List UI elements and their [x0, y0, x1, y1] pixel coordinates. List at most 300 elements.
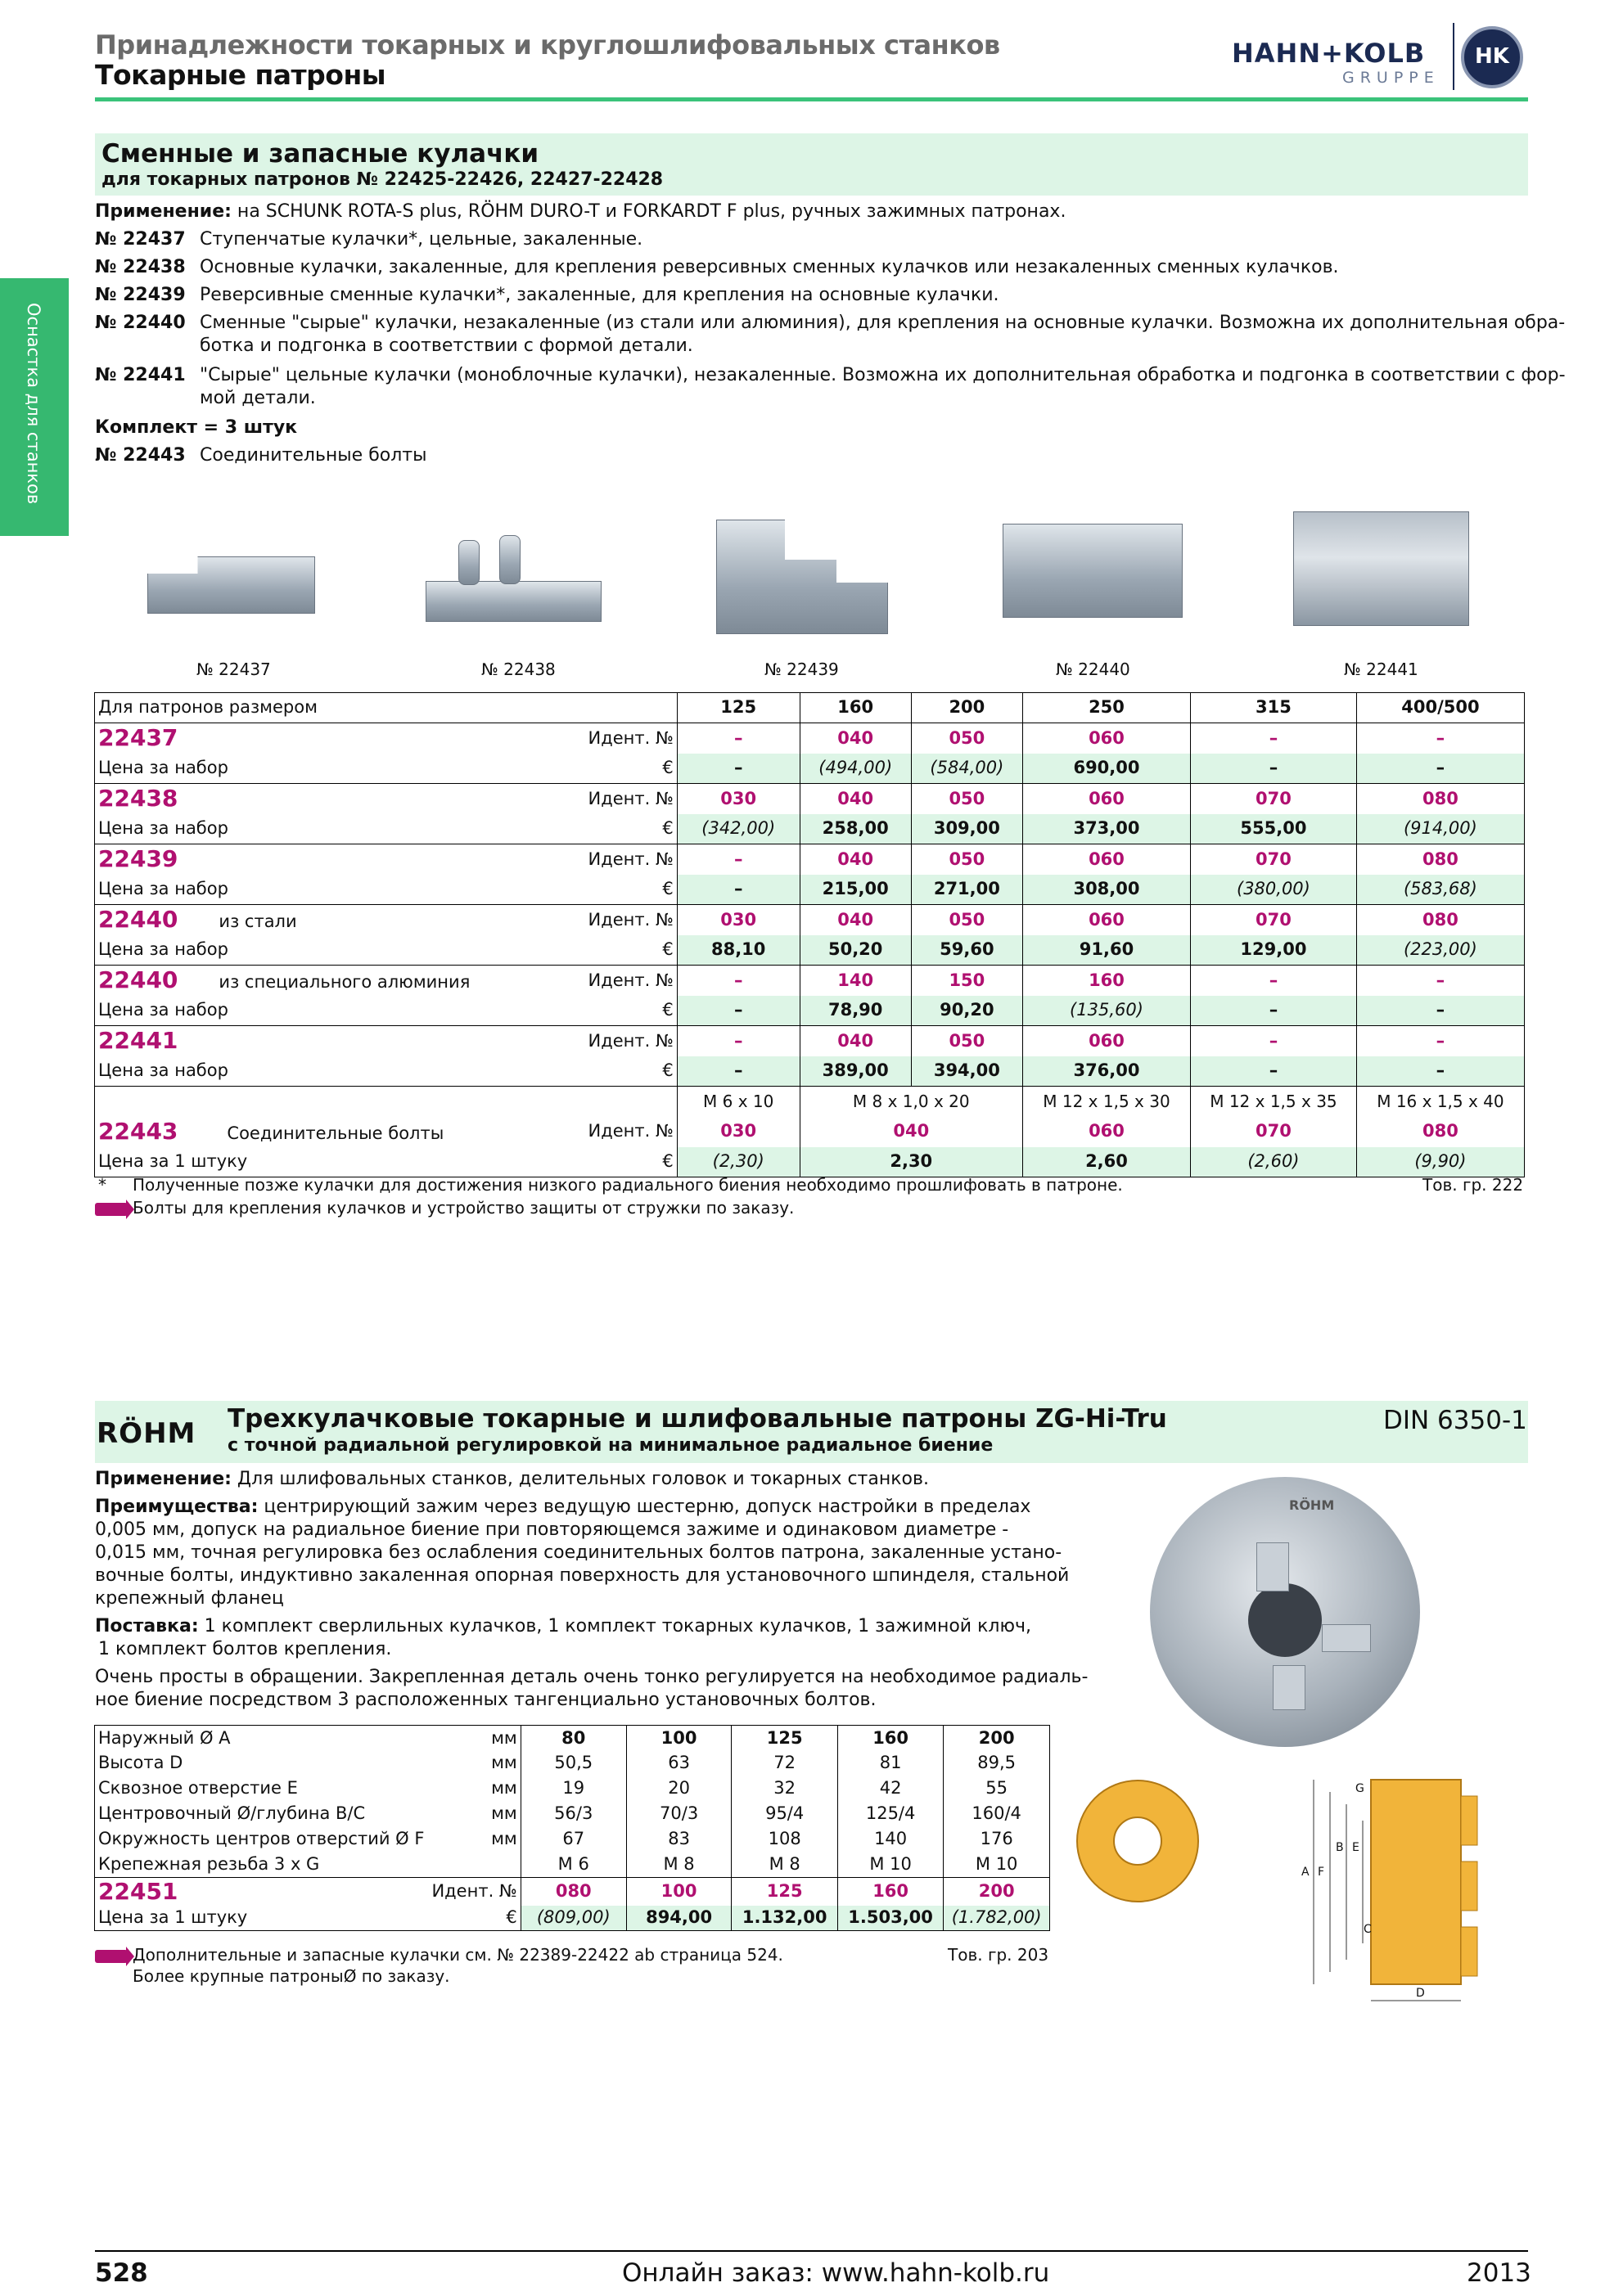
id-number: 080	[1356, 844, 1524, 875]
spec-value: 108	[732, 1827, 837, 1853]
id-number: 030	[677, 905, 800, 935]
brand-logo-sub: GRUPPE	[1342, 69, 1440, 87]
spec-row	[95, 1802, 1050, 1827]
spec-unit: мм	[428, 1827, 521, 1853]
price-value: 90,20	[911, 996, 1022, 1026]
header-category: Принадлежности токарных и круглошлифовальных станков	[95, 29, 1000, 61]
id-number: 060	[1022, 1026, 1190, 1056]
size-header: 315	[1191, 693, 1357, 723]
s2-supply-label: Поставка:	[95, 1616, 199, 1636]
item-22437	[95, 229, 642, 250]
s2-application	[95, 1469, 929, 1490]
spec-value: 50,5	[521, 1751, 626, 1776]
product-code: 22440	[98, 966, 178, 994]
jaw-22441-image	[1289, 507, 1477, 630]
product-code: 22441	[98, 1027, 178, 1055]
id-number: 070	[1191, 905, 1357, 935]
price-value: (380,00)	[1191, 875, 1357, 905]
price-row	[95, 996, 1525, 1026]
id-number: –	[1356, 1026, 1524, 1056]
id-number: 060	[1022, 1117, 1190, 1147]
spec-label: Наружный Ø A	[95, 1726, 429, 1751]
price-value: (2,30)	[677, 1147, 800, 1177]
table-row	[95, 905, 1525, 935]
item-no: № 22441	[95, 365, 186, 385]
s2-advantages-1	[95, 1497, 1030, 1518]
id-number: –	[1191, 966, 1357, 996]
dim-d: D	[1416, 1987, 1425, 2000]
id-unit-label: Идент. №	[530, 1026, 677, 1056]
bolt-size-row	[95, 1087, 1525, 1117]
hk-badge-text: HK	[1475, 44, 1509, 69]
id-number: 040	[800, 723, 911, 754]
spec-row	[95, 1726, 1050, 1751]
table-row	[95, 844, 1525, 875]
price-value: (494,00)	[800, 754, 911, 784]
blank-cell	[530, 1087, 677, 1117]
price-value: –	[1356, 1056, 1524, 1087]
id-number: 080	[1356, 784, 1524, 814]
spec-value: 81	[837, 1751, 943, 1776]
price-value: (914,00)	[1356, 814, 1524, 844]
item-no: № 22437	[95, 229, 186, 250]
id-unit-label: Идент. №	[530, 1117, 677, 1147]
caption-22441: № 22441	[1344, 660, 1418, 679]
euro-sign: €	[530, 814, 677, 844]
item-22441	[95, 365, 1566, 386]
spec-unit: мм	[428, 1751, 521, 1776]
price-value: (223,00)	[1356, 935, 1524, 966]
price-label: Цена за 1 штуку	[95, 1906, 429, 1931]
id-number: 060	[1022, 905, 1190, 935]
spec-value: 20	[626, 1776, 732, 1802]
online-order-link[interactable]: Онлайн заказ: www.hahn-kolb.ru	[622, 2258, 1050, 2288]
id-number: 125	[732, 1878, 837, 1906]
spec-value: 55	[944, 1776, 1050, 1802]
product-code-cell	[95, 1117, 531, 1147]
spec-value: 72	[732, 1751, 837, 1776]
price-value: –	[1191, 754, 1357, 784]
price-value: 78,90	[800, 996, 911, 1026]
id-number: –	[677, 844, 800, 875]
item-text: Ступенчатые кулачки*, цельные, закаленные.	[200, 229, 643, 250]
id-number: 070	[1191, 844, 1357, 875]
size-header: 200	[911, 693, 1022, 723]
item-22440	[95, 313, 1565, 334]
spec-value: 140	[837, 1827, 943, 1853]
item-text: Соединительные болты	[200, 445, 427, 466]
s2-advantages-2: 0,005 мм, допуск на радиальное биение при повторяющемся зажиме и одинаковом диаметре -	[95, 1519, 1009, 1540]
id-number: 040	[800, 844, 911, 875]
item-no: № 22439	[95, 285, 186, 305]
footnote-2-text: Болты для крепления кулачков и устройство защиты от стружки по заказу.	[133, 1198, 795, 1218]
id-number: 050	[911, 723, 1022, 754]
bolt-size: M 6 x 10	[677, 1087, 800, 1117]
chuck-side-drawing	[1305, 1772, 1485, 2009]
arrow-icon	[95, 1203, 128, 1216]
spec-value: 160	[837, 1726, 943, 1751]
id-number: 140	[800, 966, 911, 996]
spec-row	[95, 1827, 1050, 1853]
id-number: –	[1356, 966, 1524, 996]
price-value: 50,20	[800, 935, 911, 966]
id-unit-label: Идент. №	[530, 784, 677, 814]
s2-supply-text: 1 комплект сверлильных кулачков, 1 комплект токарных кулачков, 1 зажимной ключ,	[198, 1616, 1031, 1636]
table-row	[95, 784, 1525, 814]
spec-value: 125	[732, 1726, 837, 1751]
logo-divider	[1453, 23, 1454, 90]
id-number: 050	[911, 1026, 1022, 1056]
spec-value: 32	[732, 1776, 837, 1802]
product-code: 22439	[98, 845, 178, 873]
section1-title: Сменные и запасные кулачки	[101, 139, 539, 169]
price-value: 59,60	[911, 935, 1022, 966]
product-code-cell	[95, 844, 531, 875]
price-value: 308,00	[1022, 875, 1190, 905]
id-number: 160	[1022, 966, 1190, 996]
spec-label: Высота D	[95, 1751, 429, 1776]
spec-unit	[428, 1853, 521, 1878]
footnote-group: Тов. гр. 222	[1422, 1175, 1524, 1195]
spec-value: 70/3	[626, 1802, 732, 1827]
spec-value: M 8	[626, 1853, 732, 1878]
product-code: 22440	[98, 906, 178, 934]
price-value: 555,00	[1191, 814, 1357, 844]
product-note: Соединительные болты	[227, 1123, 444, 1144]
spec-value: 200	[944, 1726, 1050, 1751]
item-no: № 22438	[95, 257, 186, 277]
jaw-22439-image	[708, 511, 896, 642]
spec-value: 80	[521, 1726, 626, 1751]
price-row	[95, 935, 1525, 966]
spec-value: 176	[944, 1827, 1050, 1853]
arrow-icon	[95, 1950, 128, 1963]
price-value: (2,60)	[1191, 1147, 1357, 1177]
product-code: 22437	[98, 724, 178, 752]
product-code-cell	[95, 905, 531, 935]
id-number: –	[1356, 723, 1524, 754]
id-number: 040	[800, 905, 911, 935]
dim-f: F	[1318, 1866, 1325, 1879]
item-22441-cont: мой детали.	[200, 388, 316, 408]
price-label: Цена за набор	[95, 1056, 531, 1087]
id-row	[95, 1878, 1050, 1906]
application-text: на SCHUNK ROTA-S plus, RÖHM DURO-T и FORKARDT F plus, ручных зажимных патронах.	[231, 201, 1066, 222]
id-number: 050	[911, 905, 1022, 935]
spec-value: 63	[626, 1751, 732, 1776]
id-number: –	[677, 723, 800, 754]
s2-adv-label: Преимущества:	[95, 1497, 259, 1517]
price-label: Цена за набор	[95, 754, 531, 784]
s2-advantages-4: вочные болты, индуктивно закаленная опорная поверхность для установочного шпинделя, стальной	[95, 1565, 1070, 1586]
euro-sign: €	[428, 1906, 521, 1931]
hk-badge-icon	[1461, 26, 1523, 88]
item-22438	[95, 257, 1339, 278]
id-number: 080	[1356, 1117, 1524, 1147]
dim-c: C	[1364, 1923, 1372, 1936]
page-number: 528	[95, 2258, 148, 2288]
price-value: 373,00	[1022, 814, 1190, 844]
id-unit-label: Идент. №	[530, 723, 677, 754]
price-value: (584,00)	[911, 754, 1022, 784]
price-value: –	[1356, 754, 1524, 784]
id-number: –	[1191, 723, 1357, 754]
footnote-2	[95, 1198, 794, 1218]
s2-app-text: Для шлифовальных станков, делительных головок и токарных станков.	[231, 1469, 929, 1489]
kit-line: Комплект = 3 штук	[95, 417, 298, 438]
bolt-id-row	[95, 1117, 1525, 1147]
bolt-size: M 12 x 1,5 x 35	[1191, 1087, 1357, 1117]
price-value: –	[1191, 996, 1357, 1026]
product-code-cell	[95, 1026, 531, 1056]
s2-supply-1	[95, 1616, 1031, 1637]
price-label: Цена за набор	[95, 935, 531, 966]
price-value: –	[677, 875, 800, 905]
product-code-cell	[95, 784, 531, 814]
price-value: –	[677, 1056, 800, 1087]
id-unit-label: Идент. №	[530, 844, 677, 875]
product-note: из специального алюминия	[219, 972, 471, 993]
item-22443	[95, 445, 426, 466]
spec-value: M 6	[521, 1853, 626, 1878]
header-divider	[95, 97, 1528, 101]
id-unit-label: Идент. №	[530, 905, 677, 935]
product-code: 22438	[98, 785, 178, 813]
id-number: 080	[521, 1878, 626, 1906]
size-header: 400/500	[1356, 693, 1524, 723]
size-header: 160	[800, 693, 911, 723]
jaw-22438-image	[426, 524, 606, 630]
jaw-22437-image	[147, 524, 319, 630]
id-number: 030	[677, 784, 800, 814]
price-row	[95, 814, 1525, 844]
id-number: 050	[911, 844, 1022, 875]
price-label: Цена за набор	[95, 814, 531, 844]
spec-unit: мм	[428, 1726, 521, 1751]
caption-22439: № 22439	[764, 660, 839, 679]
id-number: –	[1191, 1026, 1357, 1056]
s2-easy-1: Очень просты в обращении. Закрепленная деталь очень тонко регулируется на необходимое радиаль-	[95, 1667, 1089, 1687]
dim-a: A	[1301, 1866, 1310, 1879]
id-number: 040	[800, 1026, 911, 1056]
side-tab[interactable]	[0, 278, 69, 536]
chuck-brand-mark: RÖHM	[1289, 1497, 1335, 1513]
euro-sign: €	[530, 1147, 677, 1177]
price-label: Цена за набор	[95, 875, 531, 905]
price-value: (583,68)	[1356, 875, 1524, 905]
id-number: –	[677, 966, 800, 996]
price-row	[95, 1906, 1050, 1931]
spec-value: M 10	[837, 1853, 943, 1878]
s2-adv-text: центрирующий зажим через ведущую шестерню, допуск настройки в пределах	[258, 1497, 1031, 1517]
bolt-size: M 8 x 1,0 x 20	[800, 1087, 1022, 1117]
rohm-logo: RÖHM	[97, 1417, 196, 1450]
product-code-cell	[95, 1878, 429, 1906]
brand-logo: HAHN+KOLB	[1232, 38, 1426, 69]
spec-value: 160/4	[944, 1802, 1050, 1827]
price-value: 258,00	[800, 814, 911, 844]
size-header: 250	[1022, 693, 1190, 723]
size-header-label: Для патронов размером	[95, 693, 678, 723]
spec-row	[95, 1853, 1050, 1878]
price-value: 1.503,00	[837, 1906, 943, 1931]
product-note: из стали	[219, 912, 297, 932]
jaw-22440-image	[999, 515, 1187, 630]
id-number: 060	[1022, 723, 1190, 754]
s2-supply-2: 1 комплект болтов крепления.	[98, 1639, 392, 1659]
header-page-title: Токарные патроны	[95, 59, 386, 91]
spec-value: 56/3	[521, 1802, 626, 1827]
item-22439	[95, 285, 999, 306]
spec-value: 83	[626, 1827, 732, 1853]
id-number: 150	[911, 966, 1022, 996]
price-value: (1.782,00)	[944, 1906, 1050, 1931]
spec-label: Сквозное отверстие E	[95, 1776, 429, 1802]
price-row	[95, 1147, 1525, 1177]
price-value: 690,00	[1022, 754, 1190, 784]
chuck-front-drawing	[1068, 1772, 1207, 1911]
spec-value: 42	[837, 1776, 943, 1802]
price-value: 129,00	[1191, 935, 1357, 966]
catalog-year: 2013	[1467, 2258, 1531, 2288]
dim-b: B	[1336, 1841, 1344, 1854]
id-number: 200	[944, 1878, 1050, 1906]
price-value: 271,00	[911, 875, 1022, 905]
spec-label: Крепежная резьба 3 x G	[95, 1853, 429, 1878]
item-no: № 22443	[95, 445, 186, 466]
application-label: Применение:	[95, 201, 232, 222]
s2-app-label: Применение:	[95, 1469, 232, 1489]
spec-value: 100	[626, 1726, 732, 1751]
size-header: 125	[677, 693, 800, 723]
price-value: –	[677, 754, 800, 784]
price-row	[95, 754, 1525, 784]
price-value: (809,00)	[521, 1906, 626, 1931]
side-tab-label: Оснастка для станков	[24, 303, 44, 505]
id-number: 030	[677, 1117, 800, 1147]
caption-22438: № 22438	[481, 660, 556, 679]
product-code-cell	[95, 966, 531, 996]
price-label: Цена за 1 штуку	[95, 1147, 531, 1177]
id-number: 060	[1022, 844, 1190, 875]
spec-row	[95, 1751, 1050, 1776]
caption-22437: № 22437	[196, 660, 271, 679]
table-row	[95, 966, 1525, 996]
euro-sign: €	[530, 754, 677, 784]
price-value: 2,60	[1022, 1147, 1190, 1177]
price-value: (342,00)	[677, 814, 800, 844]
id-number: 060	[1022, 784, 1190, 814]
id-unit-label: Идент. №	[530, 966, 677, 996]
s2-easy-2: ное биение посредством 3 расположенных тангенциально установочных болтов.	[95, 1690, 877, 1710]
footnote-star: *	[98, 1175, 106, 1195]
id-number: 160	[837, 1878, 943, 1906]
table-row	[95, 723, 1525, 754]
price-value: 91,60	[1022, 935, 1190, 966]
price-value: 376,00	[1022, 1056, 1190, 1087]
spec-label: Центровочный Ø/глубина B/C	[95, 1802, 429, 1827]
price-value: 394,00	[911, 1056, 1022, 1087]
spec-value: 95/4	[732, 1802, 837, 1827]
price-row	[95, 875, 1525, 905]
price-label: Цена за набор	[95, 996, 531, 1026]
spec-unit: мм	[428, 1802, 521, 1827]
item-text: Основные кулачки, закаленные, для крепления реверсивных сменных кулачков или незакаленных сменных кулачков.	[200, 257, 1339, 277]
id-number: 070	[1191, 784, 1357, 814]
product-code: 22443	[98, 1118, 178, 1146]
price-value: 309,00	[911, 814, 1022, 844]
id-number: 050	[911, 784, 1022, 814]
s2-note-1-text: Дополнительные и запасные кулачки см. № 22389-22422 ab страница 524.	[133, 1945, 783, 1965]
jaws-price-table	[94, 692, 1525, 1177]
spec-value: M 8	[732, 1853, 837, 1878]
table-row	[95, 1026, 1525, 1056]
price-value: 894,00	[626, 1906, 732, 1931]
price-value: (9,90)	[1356, 1147, 1524, 1177]
dim-g: G	[1355, 1782, 1364, 1795]
price-value: (135,60)	[1022, 996, 1190, 1026]
price-value: –	[1191, 1056, 1357, 1087]
price-value: –	[1356, 996, 1524, 1026]
spec-label: Окружность центров отверстий Ø F	[95, 1827, 429, 1853]
s2-advantages-5: крепежный фланец	[95, 1588, 284, 1609]
id-number: 040	[800, 1117, 1022, 1147]
s2-advantages-3: 0,015 мм, точная регулировка без ослабления соединительных болтов патрона, закаленные устано-	[95, 1542, 1062, 1563]
spec-value: 19	[521, 1776, 626, 1802]
bolt-size: M 12 x 1,5 x 30	[1022, 1087, 1190, 1117]
section2-subtitle: с точной радиальной регулировкой на минимальное радиальное биение	[228, 1435, 994, 1456]
spec-value: M 10	[944, 1853, 1050, 1878]
spec-row	[95, 1776, 1050, 1802]
spec-value: 67	[521, 1827, 626, 1853]
price-value: 1.132,00	[732, 1906, 837, 1931]
id-number: 070	[1191, 1117, 1357, 1147]
spec-unit: мм	[428, 1776, 521, 1802]
product-code: 22451	[98, 1878, 178, 1905]
item-text: "Сырые" цельные кулачки (моноблочные кулачки), незакаленные. Возможна их дополнительная обработка и подгонка в соответствии с фор-	[200, 365, 1566, 385]
euro-sign: €	[530, 1056, 677, 1087]
caption-22440: № 22440	[1056, 660, 1130, 679]
id-number: 040	[800, 784, 911, 814]
spec-value: 125/4	[837, 1802, 943, 1827]
price-value: 88,10	[677, 935, 800, 966]
euro-sign: €	[530, 996, 677, 1026]
price-value: 2,30	[800, 1147, 1022, 1177]
price-value: 215,00	[800, 875, 911, 905]
bolt-size: M 16 x 1,5 x 40	[1356, 1087, 1524, 1117]
s2-note-2: Более крупные патроныØ по заказу.	[133, 1966, 450, 1986]
item-text: Реверсивные сменные кулачки*, закаленные, для крепления на основные кулачки.	[200, 285, 999, 305]
id-unit-label: Идент. №	[428, 1878, 521, 1906]
footer-divider	[95, 2250, 1528, 2252]
din-standard: DIN 6350-1	[1383, 1406, 1527, 1435]
product-code-cell	[95, 723, 531, 754]
chuck-spec-table	[94, 1725, 1050, 1931]
section1-subtitle: для токарных патронов № 22425-22426, 22427-22428	[101, 169, 664, 190]
chuck-image	[1150, 1461, 1436, 1747]
s2-note-group: Тов. гр. 203	[948, 1945, 1049, 1965]
id-number: 080	[1356, 905, 1524, 935]
footnote-text: Полученные позже кулачки для достижения низкого радиального биения необходимо прошлифовать в патроне.	[133, 1175, 1123, 1195]
id-number: –	[677, 1026, 800, 1056]
application-line	[95, 201, 1066, 223]
euro-sign: €	[530, 875, 677, 905]
price-row	[95, 1056, 1525, 1087]
spec-value: 89,5	[944, 1751, 1050, 1776]
section2-title: Трехкулачковые токарные и шлифовальные патроны ZG-Hi-Tru	[228, 1404, 1167, 1434]
item-text: Сменные "сырые" кулачки, незакаленные (из стали или алюминия), для крепления на основные кулачки. Возможна их дополнительная обра-	[200, 313, 1566, 333]
euro-sign: €	[530, 935, 677, 966]
